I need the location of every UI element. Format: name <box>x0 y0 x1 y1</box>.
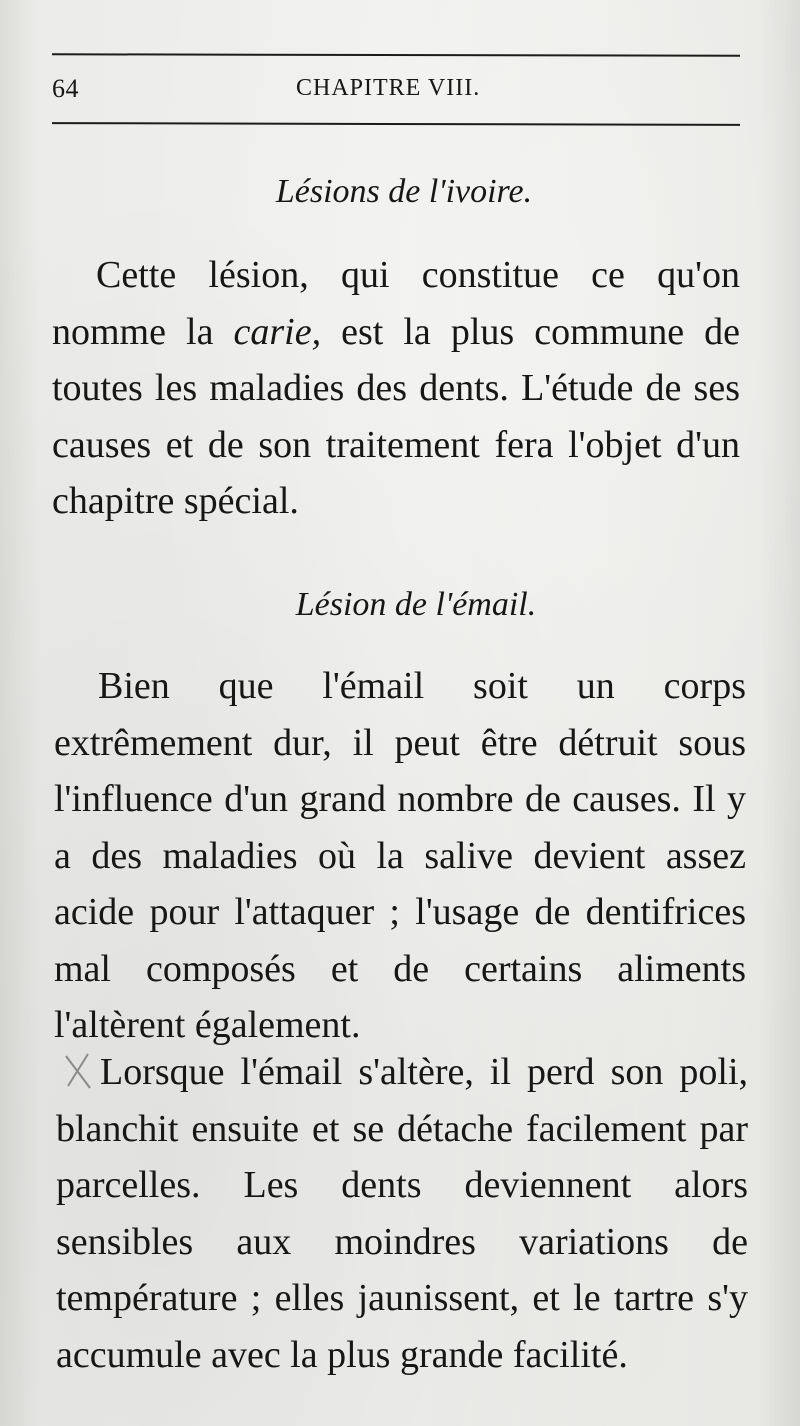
paragraph-email-causes: Bien que l'émail soit un corps extrêmement dur, il peut être détruit sous l'influence d'un grand nombre de causes. Il y a des maladies où la salive devient assez acide pour l'attaquer ; l'usage de dentifrices mal composés et de certains aliments l'altèrent également. <box>54 665 746 1046</box>
section-title-email: Lésion de l'émail. <box>295 586 537 623</box>
running-head: CHAPITRE VIII. <box>296 75 481 101</box>
paragraph-text-start: Cette lésion, qui constitue ce qu'on nomme la <box>52 254 740 353</box>
header-top-rule <box>52 53 740 56</box>
page-number: 64 <box>52 74 79 103</box>
header-bottom-rule <box>52 122 740 126</box>
section-title-ivoire: Lésions de l'ivoire. <box>275 173 533 210</box>
paragraph-email-effects: Lorsque l'émail s'altère, il perd son poli, blanchit ensuite et se détache facilement par parcelles. Les dents deviennent alors sensibles aux moindres variations de température ; elles jaunissent, et le tartre s'y accumule avec la plus grande facilité. <box>56 1051 748 1376</box>
paragraph-ivoire <box>52 247 740 530</box>
emphasized-word-carie: carie, <box>233 310 322 353</box>
paragraph-text-end: est la plus commune de toutes les maladies des dents. L'étude de ses causes et de son traitement fera l'objet d'un chapitre spécial. <box>52 310 740 522</box>
